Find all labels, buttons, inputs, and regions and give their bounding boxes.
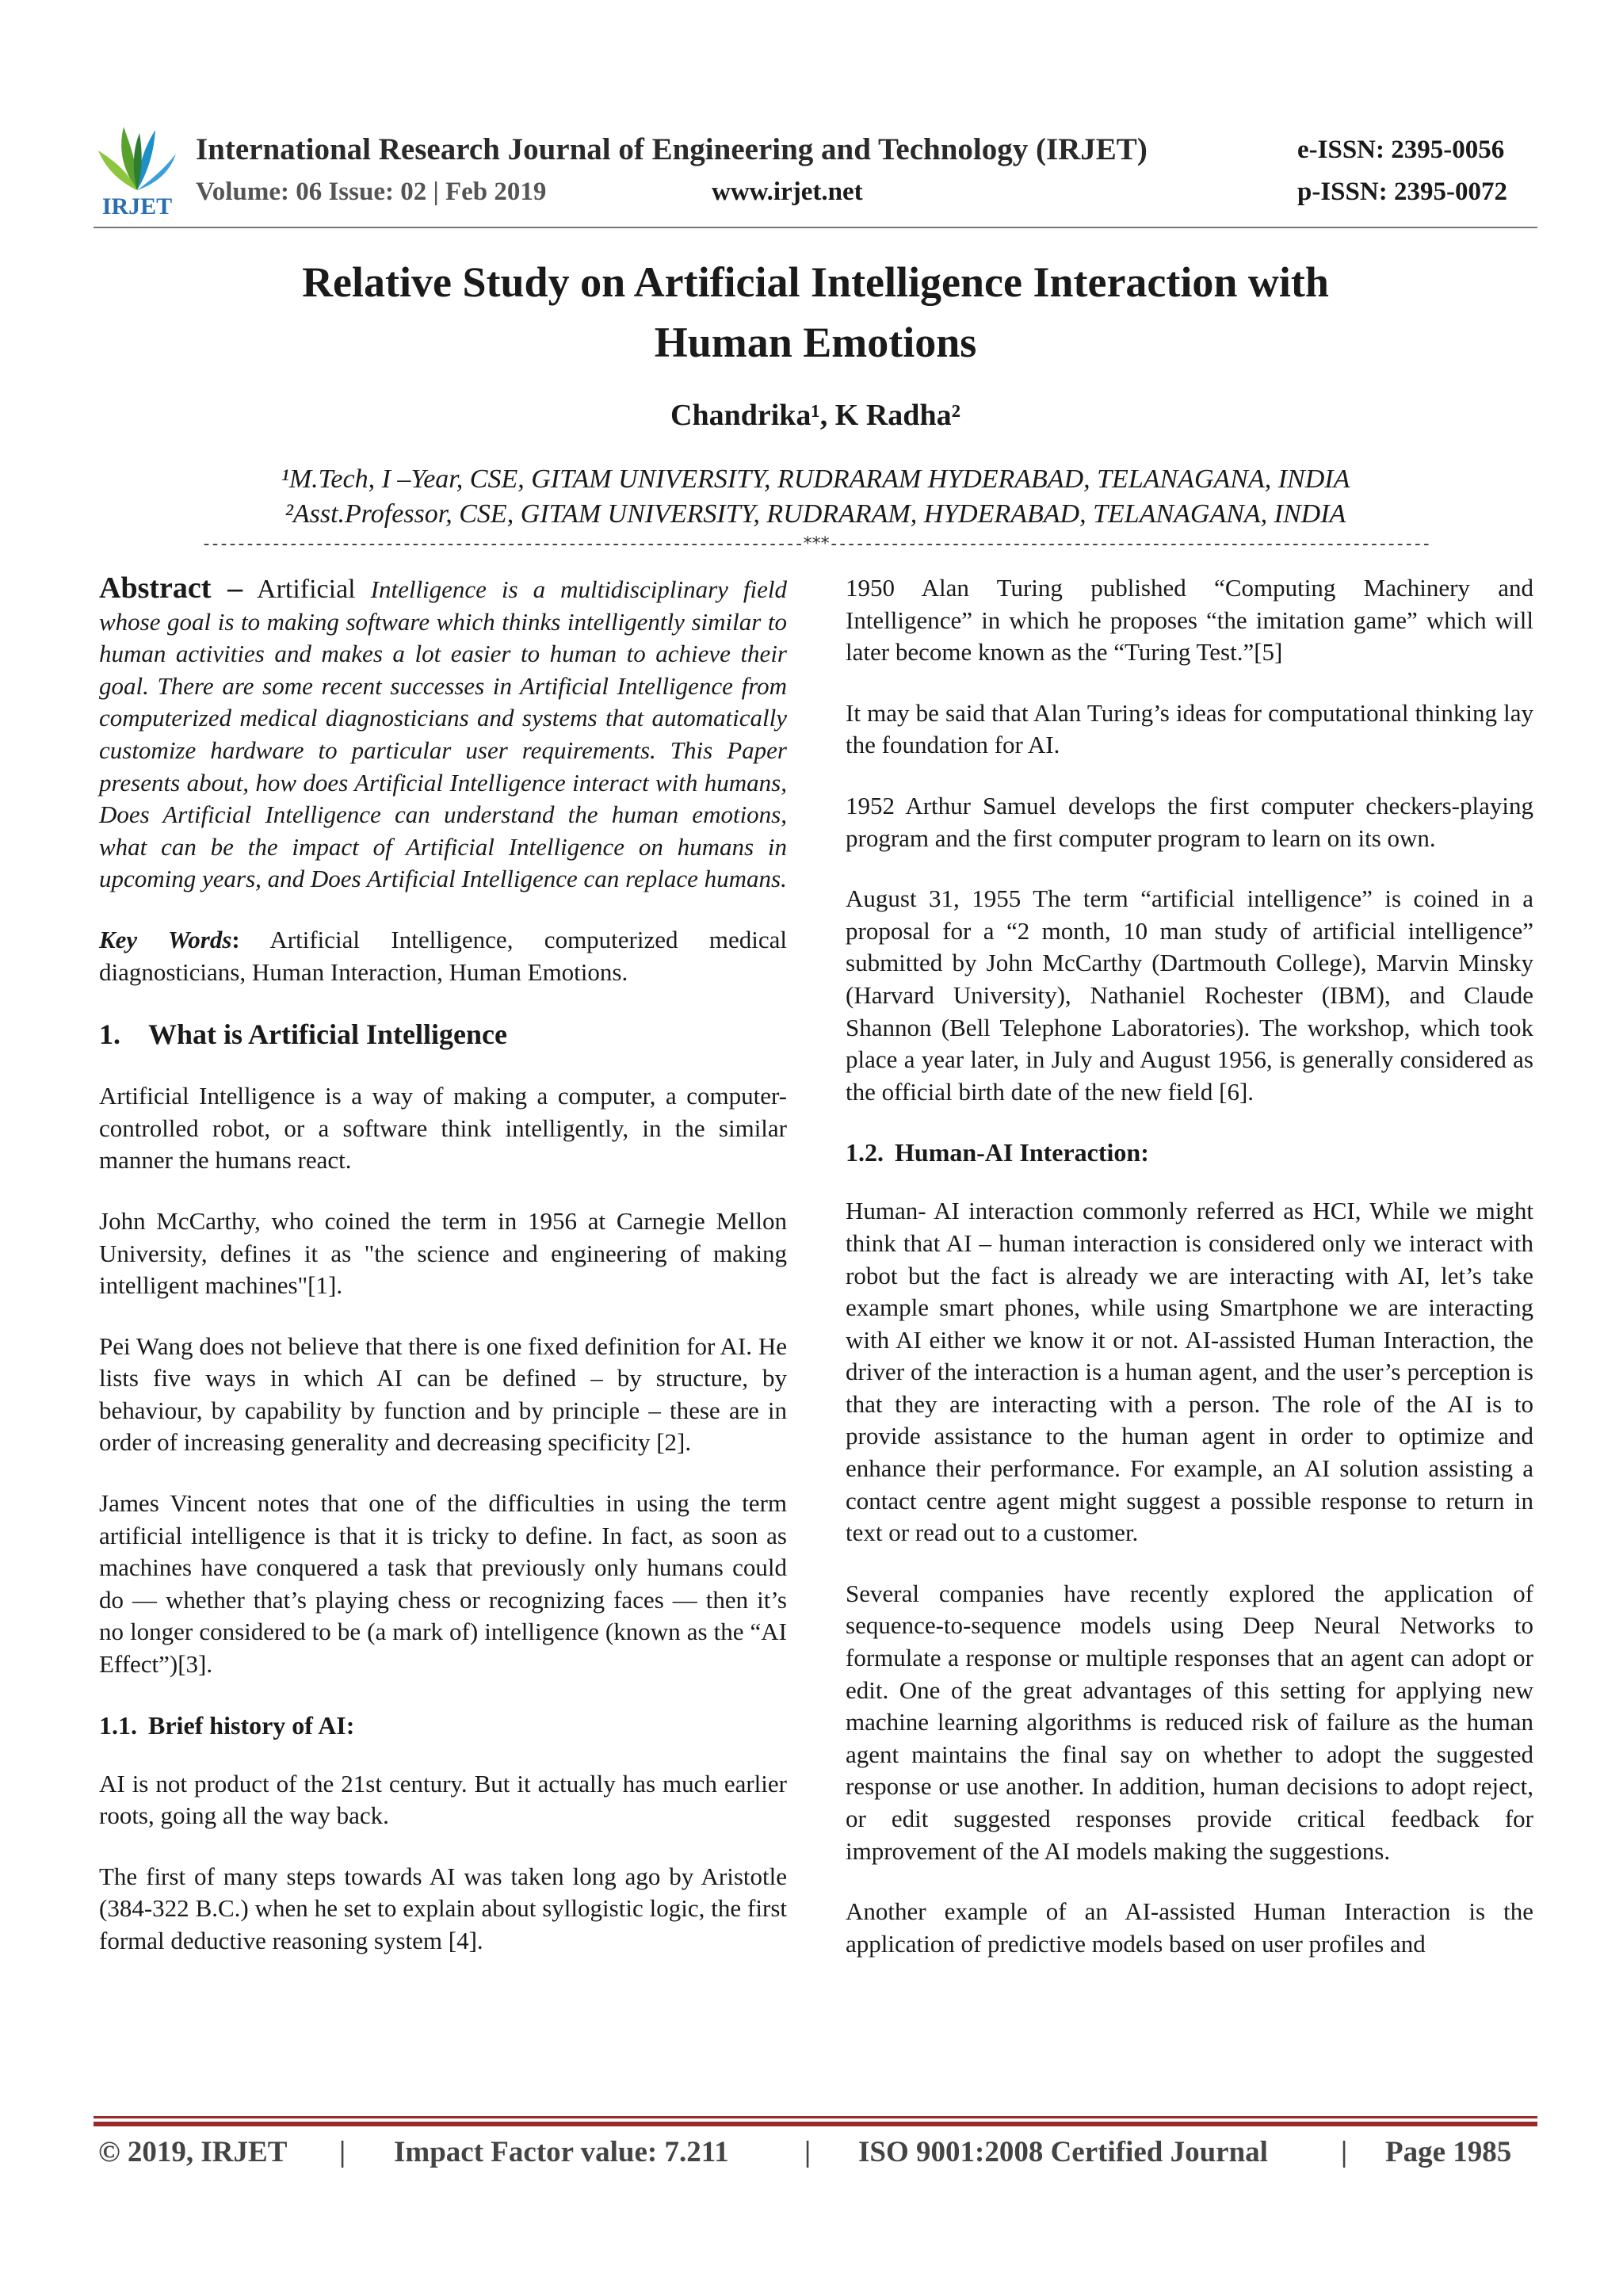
keywords-colon: :	[231, 925, 240, 953]
keywords	[99, 924, 787, 988]
footer-separator-3: |	[1341, 2136, 1348, 2168]
section-1-title: What is Artificial Intelligence	[148, 1018, 507, 1051]
footer-separator-2: |	[804, 2136, 812, 2168]
header-divider	[94, 227, 1537, 228]
paper-title-line2: Human Emotions	[654, 319, 977, 366]
abstract-first-word: Artificial	[242, 575, 356, 604]
paper-title	[94, 252, 1537, 372]
subsection-1-2-number: 1.2.	[846, 1138, 884, 1167]
p-issn: p-ISSN: 2395-0072	[1297, 178, 1507, 206]
journal-name: International Research Journal of Engineering and Technology (IRJET)	[196, 132, 1148, 166]
abstract	[99, 572, 787, 896]
subsection-1-1-paragraph-1: AI is not product of the 21st century. But it actually has much earlier roots, going all the way back.	[99, 1769, 787, 1830]
section-1-paragraph-1: Artificial Intelligence is a way of making a computer, a computer-controlled robot, or a software think intelligently, in the similar manner the humans react.	[99, 1082, 787, 1175]
footer-iso-certification: ISO 9001:2008 Certified Journal	[858, 2136, 1268, 2168]
subsection-1-1-number: 1.1.	[99, 1710, 137, 1740]
section-1-number: 1.	[99, 1018, 120, 1051]
subsection-1-2-title: Human-AI Interaction:	[895, 1138, 1149, 1167]
right-paragraph-4: August 31, 1955 The term “artificial intelligence” is coined in a proposal for a “2 month, 10 man study of artificial intelligence” submitted by John McCarthy (Dartmouth College), Marvin Minsky (Harvard University), Nathaniel Rochester (IBM), and Claude Shannon (Bell Telephone Laboratories). The workshop, which took place a year later, in July and August 1956, is generally considered as the official birth date of the new field [6].	[846, 884, 1533, 1106]
title-separator: ---------------------------------------------------------------------***---------------------------------------------------------------------	[200, 534, 1430, 554]
subsection-1-2-heading	[846, 1137, 1533, 1168]
e-issn: e-ISSN: 2395-0056	[1297, 136, 1505, 164]
paper-title-line1: Relative Study on Artificial Intelligence Interaction with	[302, 258, 1329, 306]
irjet-logo	[94, 117, 181, 219]
subsection-1-1-heading	[99, 1710, 787, 1741]
right-paragraph-5: Human- AI interaction commonly referred as HCI, While we might think that AI – human interaction is considered only we interact with robot but the fact is already we are interacting with AI, let’s take example smart phones, while using Smartphone we are interacting with AI either we know it or not. AI-assisted Human Interaction, the driver of the interaction is a human agent, and the user’s perception is that they are interacting with a person. The role of the AI is to provide assistance to the human agent in order to optimize and enhance their performance. For example, an AI solution assisting a contact centre agent might suggest a possible response to return in text or read out to a customer.	[846, 1197, 1533, 1547]
volume-issue: Volume: 06 Issue: 02 | Feb 2019	[196, 178, 547, 206]
footer-copyright: © 2019, IRJET	[98, 2136, 288, 2168]
section-1-heading	[99, 1017, 787, 1052]
left-column	[99, 572, 787, 1986]
footer-rule-thick	[94, 2122, 1537, 2126]
section-1-paragraph-2: John McCarthy, who coined the term in 1956 at Carnegie Mellon University, defines it as "the science and engineering of making intelligent machines"[1].	[99, 1206, 787, 1300]
keywords-label: Key Words	[99, 925, 232, 953]
journal-website[interactable]: www.irjet.net	[712, 178, 863, 206]
logo-text: IRJET	[101, 193, 173, 219]
section-1-paragraph-3: Pei Wang does not believe that there is one fixed definition for AI. He lists five ways in which AI can be defined – by structure, by behaviour, by capability by function and by principle – these are in order of increasing generality and decreasing specificity [2].	[99, 1331, 787, 1457]
footer-impact-factor: Impact Factor value: 7.211	[394, 2136, 729, 2168]
footer-page-number: Page 1985	[1385, 2136, 1512, 2168]
abstract-heading: Abstract –	[99, 571, 243, 605]
footer-rule-thin	[94, 2116, 1537, 2118]
affiliation-2: ²Asst.Professor, CSE, GITAM UNIVERSITY, RUDRARAM, HYDERABAD, TELANAGANA, INDIA	[285, 499, 1346, 529]
keywords-body: Artificial Intelligence, computerized medical diagnosticians, Human Interaction, Human Emotions.	[99, 925, 787, 986]
right-paragraph-1: 1950 Alan Turing published “Computing Machinery and Intelligence” in which he proposes “the imitation game” which will later become known as the “Turing Test.”[5]	[846, 574, 1533, 667]
subsection-1-1-paragraph-2: The first of many steps towards AI was taken long ago by Aristotle (384-322 B.C.) when he set to explain about syllogistic logic, the first formal deductive reasoning system [4].	[99, 1862, 787, 1954]
section-1-paragraph-4: James Vincent notes that one of the difficulties in using the term artificial intelligence is that it is tricky to define. In fact, as soon as machines have conquered a task that previously only humans could do — whether that’s playing chess or recognizing faces — then it’s no longer considered to be (a mark of) intelligence (known as the “AI Effect”)[3].	[99, 1489, 787, 1679]
right-column	[846, 572, 1533, 1988]
right-paragraph-2: It may be said that Alan Turing’s ideas for computational thinking lay the foundation for AI.	[846, 698, 1533, 759]
logo-leaves-icon	[98, 127, 176, 190]
affiliation-1: ¹M.Tech, I –Year, CSE, GITAM UNIVERSITY, RUDRARAM HYDERABAD, TELANAGANA, INDIA	[281, 464, 1350, 494]
abstract-body: Intelligence is a multidisciplinary field whose goal is to making software which thinks intelligently similar to human activities and makes a lot easier to human to achieve their goal. There are some recent successes in Artificial Intelligence from computerized medical diagnosticians and systems that automatically customize hardware to particular user requirements. This Paper presents about, how does Artificial Intelligence interact with humans, Does Artificial Intelligence can understand the human emotions, what can be the impact of Artificial Intelligence on humans in upcoming years, and Does Artificial Intelligence can replace humans.	[99, 575, 787, 893]
right-paragraph-7: Another example of an AI-assisted Human Interaction is the application of predictive models based on user profiles and	[846, 1897, 1533, 1958]
right-paragraph-3: 1952 Arthur Samuel develops the first computer checkers-playing program and the first computer program to learn on its own.	[846, 791, 1533, 852]
subsection-1-1-title: Brief history of AI:	[148, 1710, 355, 1740]
paper-authors: Chandrika¹, K Radha²	[670, 399, 960, 432]
right-paragraph-6: Several companies have recently explored the application of sequence-to-sequence models using Deep Neural Networks to formulate a response or multiple responses that an agent can adopt or edit. One of the great advantages of this setting for applying new machine learning algorithms is reduced risk of failure as the human agent maintains the final say on whether to adopt the suggested response or use another. In addition, human decisions to adopt reject, or edit suggested responses provide critical feedback for improvement of the AI models making the suggestions.	[846, 1579, 1533, 1865]
footer-separator-1: |	[339, 2136, 346, 2168]
